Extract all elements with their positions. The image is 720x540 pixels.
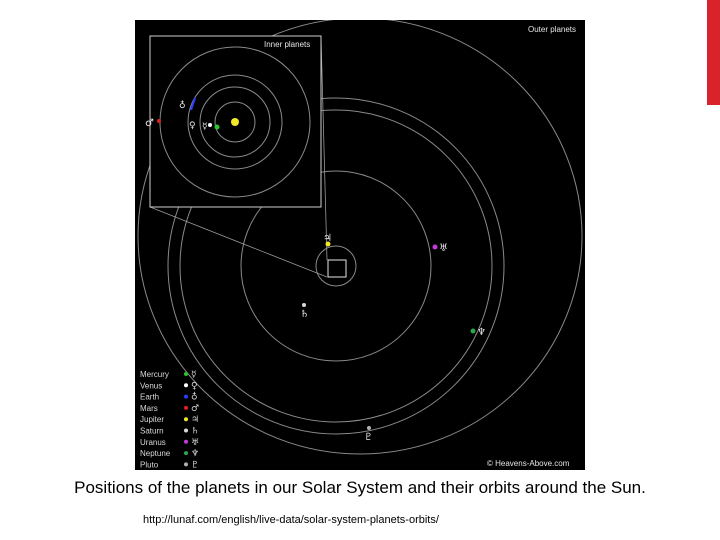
legend-symbol: ☿ [191,370,197,380]
legend-name: Neptune [140,449,171,459]
pluto-dot [367,426,371,430]
legend-name: Jupiter [140,415,165,425]
inner-planets-title: Inner planets [264,40,311,49]
legend-row-mars [140,404,199,414]
legend-row-venus [140,381,198,391]
legend-dot [184,429,188,433]
legend-row-uranus [140,438,199,448]
copyright-text: © Heavens-Above.com [487,459,570,468]
uranus-dot [433,245,438,250]
venus-dot [208,123,212,127]
legend-row-pluto [140,460,199,470]
legend-symbol: ♇ [191,460,200,470]
uranus-symbol: ♅ [439,243,448,254]
legend-dot [184,406,188,410]
saturn-symbol: ♄ [300,309,309,320]
venus-symbol: ♀ [189,121,196,131]
pluto-symbol: ♇ [364,432,373,443]
legend-name: Uranus [140,437,166,447]
accent-bar [707,0,720,105]
legend-dot [184,395,188,399]
legend-name: Mercury [140,370,169,379]
inner-planets-inset [145,36,321,207]
legend-name: Mars [140,403,158,413]
earth-symbol: ♁ [179,101,186,111]
legend-dot [184,451,188,455]
saturn-dot [302,303,306,307]
legend-symbol: ♆ [191,449,200,460]
jupiter-orbit [316,246,356,286]
mars-dot [157,119,161,123]
legend-symbol: ♂ [191,403,200,414]
legend [140,370,199,470]
mercury-symbol: ☿ [202,122,208,132]
legend-dot [184,440,188,444]
legend-row-mercury [140,370,197,380]
neptune-dot [471,329,476,334]
legend-name: Earth [140,392,160,402]
legend-row-neptune [140,449,199,459]
solar-system-figure [135,20,585,470]
mars-symbol: ♂ [145,118,154,129]
zoom-line-bottom [150,207,327,277]
outer-planets-title: Outer planets [528,25,577,34]
legend-name: Pluto [140,460,159,470]
legend-row-jupiter [140,415,199,425]
legend-dot [184,462,188,466]
source-url: http://lunaf.com/english/live-data/solar-system-planets-orbits/ [143,514,439,526]
slide-caption: Positions of the planets in our Solar System and their orbits around the Sun. [74,478,646,497]
legend-dot [184,383,188,387]
legend-dot [184,372,188,376]
zoom-box [328,260,346,277]
orbit-diagram [135,20,585,470]
legend-symbol: ♄ [191,426,200,437]
mercury-dot [215,125,220,130]
legend-row-earth [140,392,198,403]
legend-name: Venus [140,381,163,391]
zoom-line-top [321,36,327,260]
sun-dot [231,118,239,126]
legend-symbol: ♁ [191,392,198,403]
neptune-symbol: ♆ [477,327,486,338]
jupiter-symbol: ♃ [323,233,332,244]
legend-dot [184,417,188,421]
legend-symbol: ♅ [191,437,200,448]
legend-symbol: ♀ [191,381,198,392]
legend-name: Saturn [140,426,164,436]
legend-row-saturn [140,427,199,437]
legend-symbol: ♃ [191,415,200,426]
